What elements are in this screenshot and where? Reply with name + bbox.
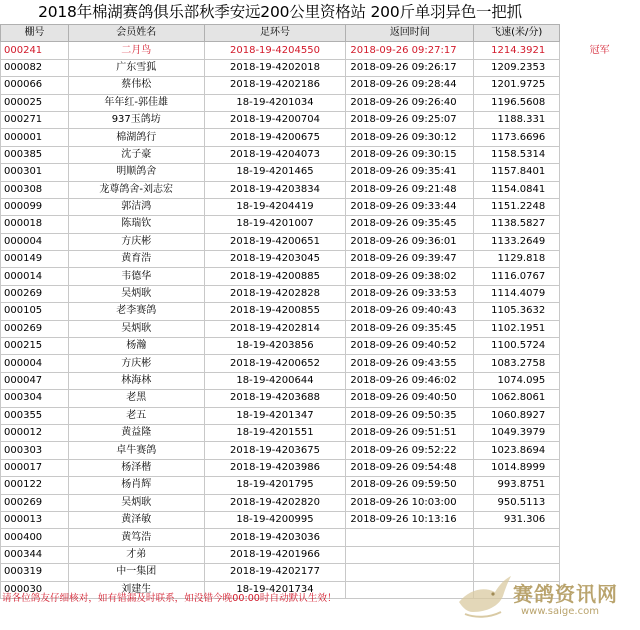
note-cell: [560, 268, 640, 285]
note-cell: [560, 94, 640, 111]
speed-cell: 1074.095: [474, 372, 560, 389]
speed-cell: 1083.2758: [474, 355, 560, 372]
speed-cell: 1105.3632: [474, 303, 560, 320]
note-cell: [560, 164, 640, 181]
speed-cell: 1154.0841: [474, 181, 560, 198]
note-cell: [560, 459, 640, 476]
loft-no-cell: 000030: [1, 581, 69, 598]
return-time-cell: 2018-09-26 09:36:01: [346, 233, 474, 250]
member-name-cell: 老李赛鸽: [68, 303, 204, 320]
return-time-cell: 2018-09-26 09:46:02: [346, 372, 474, 389]
member-name-cell: 龙尊鸽舍-刘志宏: [68, 181, 204, 198]
table-row: [1, 216, 640, 233]
header-ring-no: 足环号: [204, 25, 346, 42]
ring-no-cell: 2018-19-4203036: [204, 529, 346, 546]
table-row: [1, 407, 640, 424]
member-name-cell: 吴炳耿: [68, 494, 204, 511]
member-name-cell: 刘建生: [68, 581, 204, 598]
ring-no-cell: 2018-19-4202018: [204, 59, 346, 76]
ring-no-cell: 2018-19-4203688: [204, 390, 346, 407]
ring-no-cell: 2018-19-4202820: [204, 494, 346, 511]
speed-cell: 1060.8927: [474, 407, 560, 424]
loft-no-cell: 000308: [1, 181, 69, 198]
table-row: [1, 529, 640, 546]
loft-no-cell: 000004: [1, 355, 69, 372]
ring-no-cell: 18-19-4204419: [204, 198, 346, 215]
note-cell: [560, 77, 640, 94]
speed-cell: 1214.3921: [474, 42, 560, 59]
member-name-cell: 中一集团: [68, 564, 204, 581]
note-cell: [560, 546, 640, 563]
table-row: [1, 459, 640, 476]
note-cell: [560, 338, 640, 355]
ring-no-cell: 2018-19-4203834: [204, 181, 346, 198]
table-row: [1, 338, 640, 355]
return-time-cell: 2018-09-26 09:26:40: [346, 94, 474, 111]
speed-cell: 1158.5314: [474, 146, 560, 163]
return-time-cell: 2018-09-26 09:54:48: [346, 459, 474, 476]
return-time-cell: 2018-09-26 09:26:17: [346, 59, 474, 76]
member-name-cell: 杨肖辉: [68, 477, 204, 494]
return-time-cell: 2018-09-26 10:03:00: [346, 494, 474, 511]
table-row: [1, 372, 640, 389]
return-time-cell: 2018-09-26 09:21:48: [346, 181, 474, 198]
results-table-body: [1, 25, 640, 599]
member-name-cell: 杨泽楷: [68, 459, 204, 476]
speed-cell: [474, 546, 560, 563]
note-cell: [560, 198, 640, 215]
loft-no-cell: 000400: [1, 529, 69, 546]
member-name-cell: 陈瑞钦: [68, 216, 204, 233]
note-cell: [560, 477, 640, 494]
table-row: [1, 268, 640, 285]
loft-no-cell: 000025: [1, 94, 69, 111]
loft-no-cell: 000017: [1, 459, 69, 476]
ring-no-cell: 18-19-4201034: [204, 94, 346, 111]
return-time-cell: 2018-09-26 09:40:52: [346, 338, 474, 355]
return-time-cell: 2018-09-26 09:39:47: [346, 251, 474, 268]
table-row: [1, 198, 640, 215]
member-name-cell: 蔡伟松: [68, 77, 204, 94]
loft-no-cell: 000018: [1, 216, 69, 233]
table-row: [1, 494, 640, 511]
note-cell: [560, 494, 640, 511]
ring-no-cell: 2018-19-4200855: [204, 303, 346, 320]
loft-no-cell: 000344: [1, 546, 69, 563]
table-row: [1, 146, 640, 163]
loft-no-cell: 000001: [1, 129, 69, 146]
loft-no-cell: 000082: [1, 59, 69, 76]
table-row: [1, 129, 640, 146]
ring-no-cell: 18-19-4201465: [204, 164, 346, 181]
member-name-cell: 方庆彬: [68, 355, 204, 372]
table-row: [1, 42, 640, 59]
ring-no-cell: 2018-19-4203986: [204, 459, 346, 476]
header-return-time: 返回时间: [346, 25, 474, 42]
loft-no-cell: 000012: [1, 424, 69, 441]
table-row: [1, 511, 640, 528]
speed-cell: 1129.818: [474, 251, 560, 268]
member-name-cell: 广东雪狐: [68, 59, 204, 76]
ring-no-cell: 18-19-4200644: [204, 372, 346, 389]
return-time-cell: 2018-09-26 09:59:50: [346, 477, 474, 494]
return-time-cell: 2018-09-26 09:33:53: [346, 285, 474, 302]
speed-cell: 1151.2248: [474, 198, 560, 215]
loft-no-cell: 000269: [1, 320, 69, 337]
return-time-cell: 2018-09-26 09:33:44: [346, 198, 474, 215]
ring-no-cell: 2018-19-4202186: [204, 77, 346, 94]
ring-no-cell: 2018-19-4200675: [204, 129, 346, 146]
table-row: [1, 355, 640, 372]
ring-no-cell: 2018-19-4204073: [204, 146, 346, 163]
note-cell: [560, 320, 640, 337]
ring-no-cell: 2018-19-4202828: [204, 285, 346, 302]
speed-cell: 1116.0767: [474, 268, 560, 285]
table-row: [1, 546, 640, 563]
note-cell: [560, 146, 640, 163]
member-name-cell: 黄笃浩: [68, 529, 204, 546]
speed-cell: 950.5113: [474, 494, 560, 511]
table-row: [1, 477, 640, 494]
note-cell: [560, 111, 640, 128]
loft-no-cell: 000319: [1, 564, 69, 581]
note-cell: [560, 181, 640, 198]
loft-no-cell: 000105: [1, 303, 69, 320]
return-time-cell: 2018-09-26 09:40:43: [346, 303, 474, 320]
speed-cell: 1138.5827: [474, 216, 560, 233]
note-cell: 冠军: [589, 44, 610, 56]
note-cell: [560, 285, 640, 302]
speed-cell: [474, 529, 560, 546]
pigeon-logo-icon: [455, 572, 513, 622]
ring-no-cell: 2018-19-4201966: [204, 546, 346, 563]
speed-cell: 1201.9725: [474, 77, 560, 94]
ring-no-cell: 18-19-4200995: [204, 511, 346, 528]
note-cell: [560, 233, 640, 250]
ring-no-cell: 18-19-4201007: [204, 216, 346, 233]
watermark-site-name: 赛鸽资讯网: [513, 582, 618, 606]
loft-no-cell: 000269: [1, 494, 69, 511]
watermark: [455, 568, 635, 626]
table-row: [1, 424, 640, 441]
member-name-cell: 老黑: [68, 390, 204, 407]
ring-no-cell: 18-19-4201347: [204, 407, 346, 424]
ring-no-cell: 18-19-4203856: [204, 338, 346, 355]
header-speed: 飞速(米/分): [474, 25, 560, 42]
loft-no-cell: 000303: [1, 442, 69, 459]
loft-no-cell: 000271: [1, 111, 69, 128]
member-name-cell: 吴炳耿: [68, 285, 204, 302]
return-time-cell: 2018-09-26 09:43:55: [346, 355, 474, 372]
member-name-cell: 郭洁鸿: [68, 198, 204, 215]
speed-cell: 993.8751: [474, 477, 560, 494]
member-name-cell: 卓牛赛鸽: [68, 442, 204, 459]
return-time-cell: 2018-09-26 10:13:16: [346, 511, 474, 528]
return-time-cell: 2018-09-26 09:38:02: [346, 268, 474, 285]
return-time-cell: 2018-09-26 09:50:35: [346, 407, 474, 424]
table-row: [1, 251, 640, 268]
return-time-cell: 2018-09-26 09:35:45: [346, 320, 474, 337]
header-member-name: 会员姓名: [68, 25, 204, 42]
ring-no-cell: 2018-19-4203045: [204, 251, 346, 268]
table-row: [1, 111, 640, 128]
return-time-cell: 2018-09-26 09:30:12: [346, 129, 474, 146]
loft-no-cell: 000014: [1, 268, 69, 285]
return-time-cell: 2018-09-26 09:35:45: [346, 216, 474, 233]
member-name-cell: 棉湖鸽行: [68, 129, 204, 146]
ring-no-cell: 2018-19-4200652: [204, 355, 346, 372]
return-time-cell: 2018-09-26 09:25:07: [346, 111, 474, 128]
ring-no-cell: 18-19-4201795: [204, 477, 346, 494]
return-time-cell: [346, 546, 474, 563]
loft-no-cell: 000269: [1, 285, 69, 302]
table-row: [1, 77, 640, 94]
member-name-cell: 黄泽敏: [68, 511, 204, 528]
member-name-cell: 明顺鸽舍: [68, 164, 204, 181]
note-cell: [560, 59, 640, 76]
ring-no-cell: 2018-19-4200885: [204, 268, 346, 285]
ring-no-cell: 2018-19-4202814: [204, 320, 346, 337]
page-title: 2018年棉湖赛鸽俱乐部秋季安远200公里资格站 200斤单羽异色一把抓: [38, 3, 522, 21]
table-row: [1, 390, 640, 407]
member-name-cell: 方庆彬: [68, 233, 204, 250]
speed-cell: 1102.1951: [474, 320, 560, 337]
member-name-cell: 沈子豪: [68, 146, 204, 163]
ring-no-cell: 18-19-4201551: [204, 424, 346, 441]
table-row: [1, 164, 640, 181]
table-row: [1, 181, 640, 198]
note-cell: [560, 216, 640, 233]
speed-cell: 1023.8694: [474, 442, 560, 459]
loft-no-cell: 000385: [1, 146, 69, 163]
loft-no-cell: 000215: [1, 338, 69, 355]
member-name-cell: 937玉鸽坊: [68, 111, 204, 128]
table-row: [1, 442, 640, 459]
member-name-cell: 年年红-郭佳雄: [68, 94, 204, 111]
ring-no-cell: 18-19-4201734: [204, 581, 346, 598]
header-loft-no: 棚号: [1, 25, 69, 42]
member-name-cell: 韦德华: [68, 268, 204, 285]
return-time-cell: 2018-09-26 09:52:22: [346, 442, 474, 459]
loft-no-cell: 000149: [1, 251, 69, 268]
speed-cell: 1196.5608: [474, 94, 560, 111]
ring-no-cell: 2018-19-4203675: [204, 442, 346, 459]
ring-no-cell: 2018-19-4200651: [204, 233, 346, 250]
note-cell: [560, 424, 640, 441]
speed-cell: 1157.8401: [474, 164, 560, 181]
notice-text: 请各位鸽友仔细核对，如有错漏及时联系，如没错今晚00:00时自动默认生效！: [2, 593, 337, 604]
note-cell: [560, 251, 640, 268]
loft-no-cell: 000047: [1, 372, 69, 389]
speed-cell: 931.306: [474, 511, 560, 528]
table-row: [1, 285, 640, 302]
speed-cell: 1133.2649: [474, 233, 560, 250]
table-row: [1, 59, 640, 76]
loft-no-cell: 000004: [1, 233, 69, 250]
note-cell: [560, 355, 640, 372]
note-cell: [560, 372, 640, 389]
speed-cell: 1209.2353: [474, 59, 560, 76]
loft-no-cell: 000066: [1, 77, 69, 94]
table-row: [1, 94, 640, 111]
watermark-site-url: www.saige.com: [521, 606, 599, 617]
loft-no-cell: 000122: [1, 477, 69, 494]
note-cell: [560, 442, 640, 459]
member-name-cell: 杨瀚: [68, 338, 204, 355]
loft-no-cell: 000304: [1, 390, 69, 407]
note-cell: [560, 511, 640, 528]
note-cell: [560, 390, 640, 407]
speed-cell: 1100.5724: [474, 338, 560, 355]
return-time-cell: 2018-09-26 09:30:15: [346, 146, 474, 163]
loft-no-cell: 000301: [1, 164, 69, 181]
return-time-cell: [346, 529, 474, 546]
return-time-cell: 2018-09-26 09:27:17: [346, 42, 474, 59]
return-time-cell: 2018-09-26 09:28:44: [346, 77, 474, 94]
note-cell: [560, 407, 640, 424]
member-name-cell: 黄育浩: [68, 251, 204, 268]
member-name-cell: 黄益隆: [68, 424, 204, 441]
table-row: [1, 303, 640, 320]
return-time-cell: 2018-09-26 09:51:51: [346, 424, 474, 441]
member-name-cell: 二月鸟: [68, 42, 204, 59]
member-name-cell: 吴炳耿: [68, 320, 204, 337]
ring-no-cell: 2018-19-4202177: [204, 564, 346, 581]
member-name-cell: 林海林: [68, 372, 204, 389]
note-cell: [560, 129, 640, 146]
speed-cell: 1062.8061: [474, 390, 560, 407]
results-table: [0, 24, 640, 599]
table-row: [1, 320, 640, 337]
speed-cell: 1014.8999: [474, 459, 560, 476]
speed-cell: 1173.6696: [474, 129, 560, 146]
note-cell: [560, 303, 640, 320]
speed-cell: 1188.331: [474, 111, 560, 128]
speed-cell: 1049.3979: [474, 424, 560, 441]
loft-no-cell: 000355: [1, 407, 69, 424]
table-header-row: [1, 25, 640, 42]
return-time-cell: 2018-09-26 09:40:50: [346, 390, 474, 407]
member-name-cell: 老五: [68, 407, 204, 424]
member-name-cell: 才弟: [68, 546, 204, 563]
note-cell: [560, 529, 640, 546]
ring-no-cell: 2018-19-4200704: [204, 111, 346, 128]
speed-cell: 1114.4079: [474, 285, 560, 302]
loft-no-cell: 000099: [1, 198, 69, 215]
loft-no-cell: 000013: [1, 511, 69, 528]
table-row: [1, 233, 640, 250]
ring-no-cell: 2018-19-4204550: [204, 42, 346, 59]
loft-no-cell: 000241: [1, 42, 69, 59]
return-time-cell: 2018-09-26 09:35:41: [346, 164, 474, 181]
header-note: [560, 25, 640, 42]
